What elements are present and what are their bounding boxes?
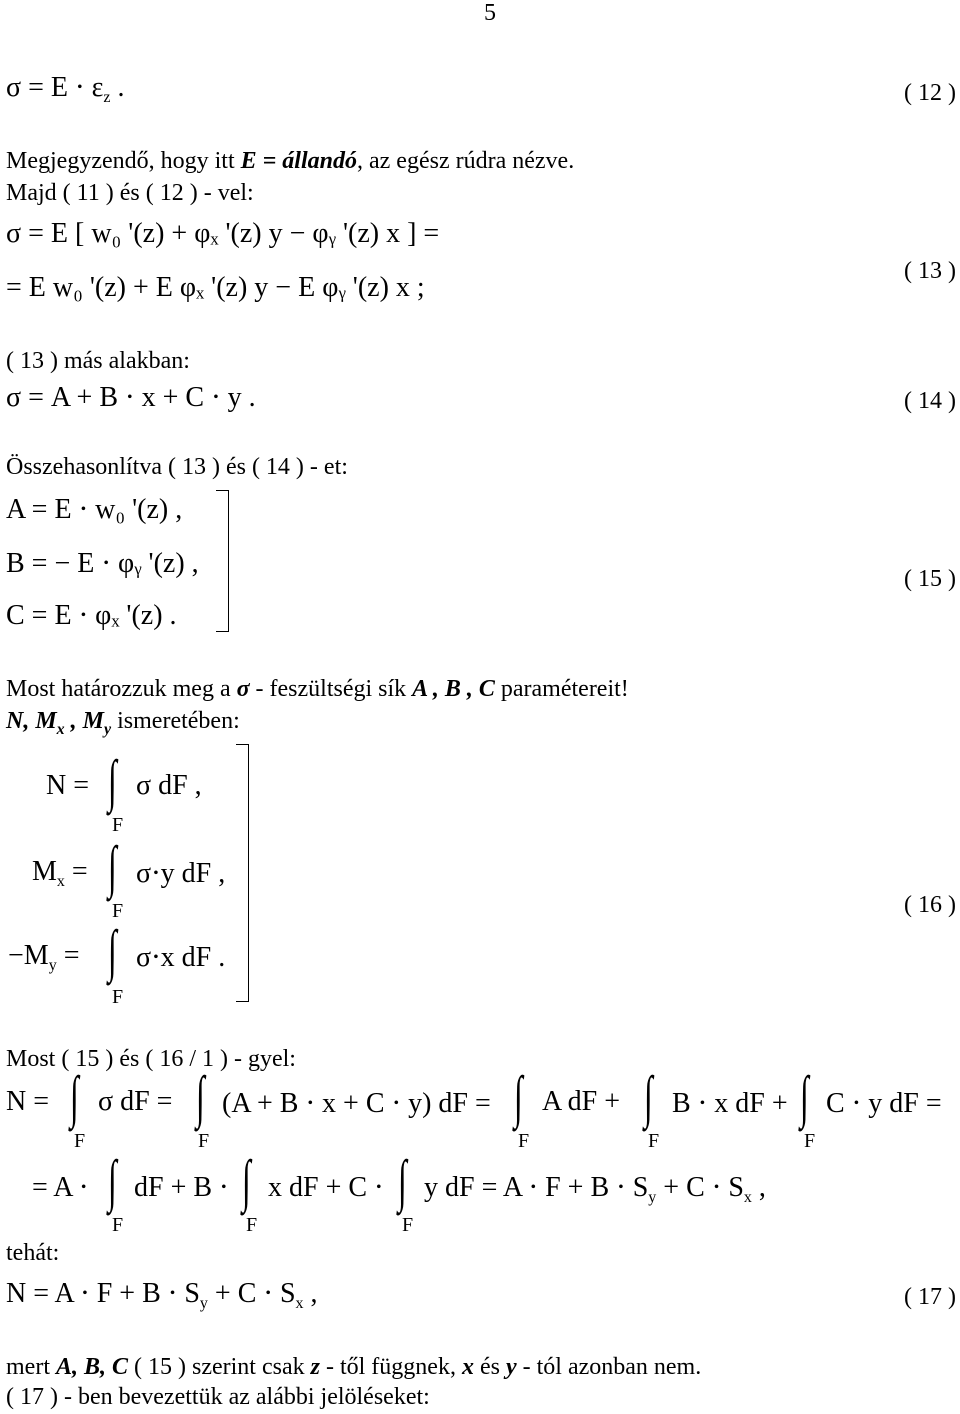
equation-17 [6,1276,318,1313]
eq17-a: N = A ⋅ F + B ⋅ S [6,1278,200,1309]
eq14-number: ( 14 ) [904,388,956,414]
paragraph-3: Összehasonlítva ( 13 ) és ( 14 ) - et: [6,454,348,480]
eqlong-int-5: ∫ [800,1064,809,1129]
eqlong-F-2: F [198,1130,210,1152]
eqlong-l2-e-sub: x [743,1189,752,1206]
paragraph-2: ( 13 ) más alakban: [6,348,190,374]
para4-m: , M [64,708,105,734]
eqlong-int-7: ∫ [242,1148,251,1213]
para4-c2: ismeretében: [111,708,240,734]
eq16-line-3-rhs: σ⋅x dF . [136,942,226,973]
eqlong-int-8: ∫ [398,1148,407,1213]
eqlong-l1-a: N = [6,1086,50,1117]
eq12-number: ( 12 ) [904,80,956,106]
eq16-integral-3: ∫ [108,918,117,983]
para7-e: - től függnek, [319,1354,462,1380]
eq16-limit-3: F [112,986,124,1008]
para7-z: z [310,1354,320,1380]
eqlong-l1-e: B ⋅ x dF + [672,1088,788,1119]
eq17-asub: y [199,1295,208,1312]
eqlong-int-1: ∫ [70,1064,79,1129]
eq16-number: ( 16 ) [904,892,956,918]
eqlong-l1-b: σ dF = [98,1086,173,1117]
paragraph-7-line-1 [6,1354,701,1381]
eqlong-F-8: F [402,1214,414,1236]
eqlong-F-5: F [804,1130,816,1152]
eq16-line-2-rhs: σ⋅y dF , [136,858,226,889]
eqlong-l2-f-text: , [751,1172,766,1203]
eqlong-F-6: F [112,1214,124,1236]
equation-12 [6,70,124,107]
paragraph-1-line-1 [6,148,574,175]
paragraph-4-line-2 [6,708,240,739]
para4-sub-x: x [56,721,65,738]
eq16-limit-2: F [112,900,124,922]
eqlong-int-6: ∫ [108,1148,117,1213]
paragraph-6: tehát: [6,1240,60,1266]
eq16-neg-m: −M [8,940,49,971]
para4-a: Most határozzuk meg a [6,676,237,702]
eq16-line-1-rhs: σ dF , [136,770,202,801]
eqlong-F-3: F [518,1130,530,1152]
eq15-line-1: A = E ⋅ w₀ '(z) , [6,494,183,525]
eq16-brace [236,744,249,1002]
eqlong-int-4: ∫ [644,1064,653,1129]
eq15-brace [216,490,229,632]
para4-e: paramétereit! [494,676,629,702]
eq16-sub-y: y [48,957,57,974]
equation-14: σ = A + B ⋅ x + C ⋅ y . [6,382,256,413]
para4-c: - feszültségi sík [249,676,413,702]
eq17-bsub: x [295,1295,304,1312]
para1-emphasis: E = állandó [240,148,357,174]
eq15-line-2: B = − E ⋅ φᵧ '(z) , [6,548,199,579]
eqlong-l2-d-text: y dF = A ⋅ F + B ⋅ S [424,1172,649,1203]
eq16-line-2-lhs [32,856,88,891]
eqlong-l2-b: dF + B ⋅ [134,1172,229,1203]
para4-sigma: σ [236,676,250,702]
eqlong-l2-d-sub: y [648,1189,657,1206]
eqlong-F-1: F [74,1130,86,1152]
eq16-limit-1: F [112,814,124,836]
eq13-line-2: = E w₀ '(z) + E φₓ '(z) y − E φᵧ '(z) x ; [6,272,425,303]
eqlong-l2-d [424,1170,766,1207]
eq15-line-3: C = E ⋅ φₓ '(z) . [6,600,177,631]
eq17-b: + C ⋅ S [207,1278,296,1309]
eq13-line-1: σ = E [ w₀ '(z) + φₓ '(z) y − φᵧ '(z) x ] = [6,218,440,249]
para1-text-a: Megjegyzendő, hogy itt [6,148,241,174]
eqlong-l1-f: C ⋅ y dF = [826,1088,942,1119]
eqlong-F-4: F [648,1130,660,1152]
paragraph-4-line-1 [6,676,629,703]
eq16-m: M [32,856,57,887]
para7-i: - tól azonban nem. [516,1354,702,1380]
paragraph-7-line-2: ( 17 ) - ben bevezettük az alábbi jelöléseket: [6,1384,430,1410]
paragraph-1-line-2: Majd ( 11 ) és ( 12 ) - vel: [6,180,254,206]
page-number: 5 [484,0,496,26]
para4-abc: A , B , C [412,676,495,702]
eqlong-int-2: ∫ [196,1064,205,1129]
eq16-eq-3: = [56,940,80,971]
eqlong-l2-c: x dF + C ⋅ [268,1172,384,1203]
para7-a: mert [6,1354,56,1380]
eq15-number: ( 15 ) [904,566,956,592]
eqlong-int-3: ∫ [514,1064,523,1129]
eq16-sub-x: x [56,873,65,890]
eqlong-F-7: F [246,1214,258,1236]
eq17-number: ( 17 ) [904,1284,956,1310]
para7-g: és [473,1354,506,1380]
para7-x: x [461,1354,474,1380]
eq17-c: , [303,1278,318,1309]
eq16-line-3-lhs [8,940,79,975]
eq12-expr: σ = E ⋅ ε [6,72,104,103]
eqlong-l2-e-text: + C ⋅ S [656,1172,744,1203]
para7-c: ( 15 ) szerint csak [128,1354,311,1380]
eq12-tail: . [110,72,125,103]
eq16-integral-2: ∫ [108,834,117,899]
para4-sub-y: y [104,721,112,738]
paragraph-5: Most ( 15 ) és ( 16 / 1 ) - gyel: [6,1046,296,1072]
eq13-number: ( 13 ) [904,258,956,284]
para4-n-m: N, M [6,708,57,734]
eq16-integral-1: ∫ [108,748,117,813]
eq16-line-1-lhs: N = [46,770,90,801]
para1-text-c: , az egész rúdra nézve. [357,148,575,174]
eqlong-l2-a: = A ⋅ [32,1172,89,1203]
eq12-sub: z [103,89,111,106]
eq16-eq-2: = [64,856,88,887]
para7-y: y [505,1354,517,1380]
para7-abc: A, B, C [55,1354,129,1380]
eqlong-l1-d: A dF + [542,1086,621,1117]
eqlong-l1-c: (A + B ⋅ x + C ⋅ y) dF = [222,1088,491,1119]
